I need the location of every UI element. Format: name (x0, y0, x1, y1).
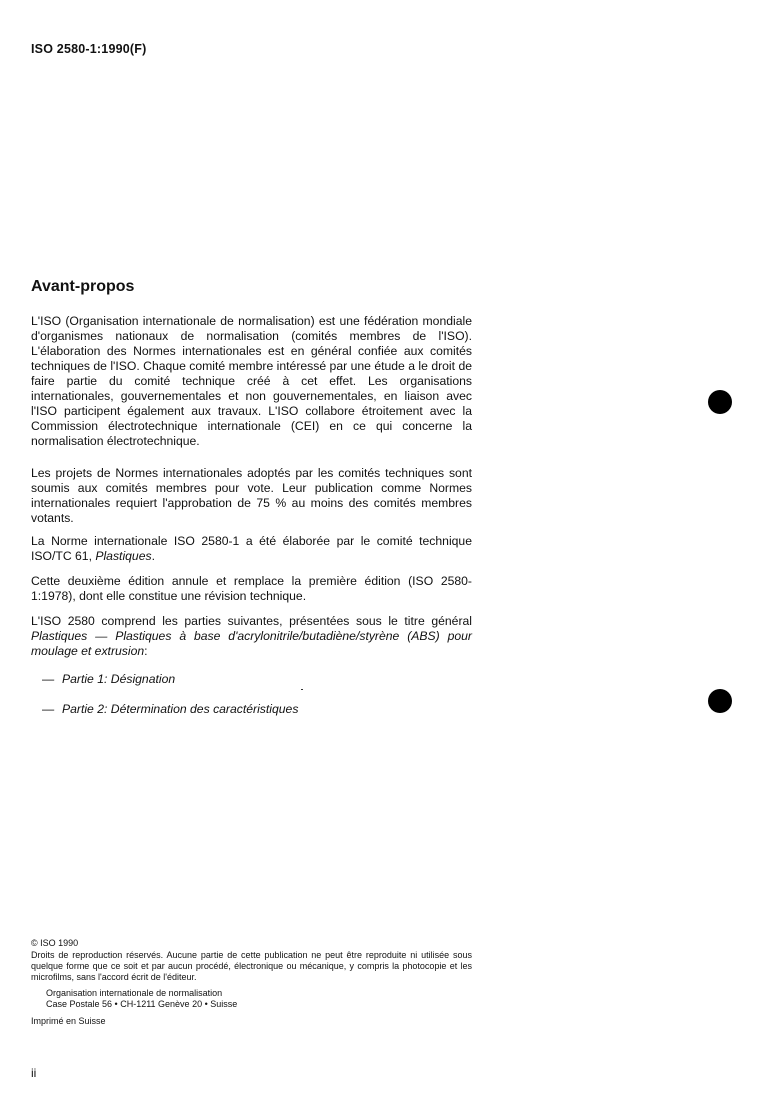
list-dash: — (42, 672, 55, 686)
printed-in: Imprimé en Suisse (31, 1016, 106, 1026)
postal-address: Case Postale 56 • CH-1211 Genève 20 • Suisse (46, 999, 238, 1009)
foreword-paragraph-2: Les projets de Normes internationales adoptés par les comités techniques sont soumis aux comités membres pour vote. Leur publication comme Normes internationales requiert l'approbation de 75 % au moins des comités membres votants. (31, 466, 472, 525)
paragraph-5-end: : (144, 644, 148, 658)
foreword-paragraph-1: L'ISO (Organisation internationale de normalisation) est une fédération mondiale d'organismes nationaux de normalisation (comités membres de l'ISO). L'élaboration des Normes internationales est en général confiée aux comités techniques de l'ISO. Chaque comité membre intéressé par une étude a le droit de faire partie du comité technique créé à cet effet. Les organisations internationales, gouvernementales et non gouvernementales, en liaison avec l'ISO participent également aux travaux. L'ISO collabore étroitement avec la Commission électrotechnique internationale (CEI) en ce qui concerne la normalisation électrotechnique. (31, 314, 472, 448)
document-id: ISO 2580-1:1990(F) (31, 42, 147, 56)
paragraph-3-text: La Norme internationale ISO 2580-1 a été élaborée par le comité technique ISO/TC 61, (31, 534, 472, 563)
organisation-name: Organisation internationale de normalisation (46, 988, 223, 998)
rights-statement: Droits de reproduction réservés. Aucune partie de cette publication ne peut être reproduite ni utilisée sous quelque forme que ce soit et par aucun procédé, électronique ou mécanique, y compris la photocopie et les microfilms, sans l'accord écrit de l'éditeur. (31, 950, 472, 983)
part-1-label: Partie 1: Désignation (62, 672, 176, 686)
list-item (42, 672, 175, 687)
page-number: ii (31, 1066, 37, 1080)
foreword-paragraph-3 (31, 534, 472, 564)
paragraph-3-end: . (151, 549, 155, 563)
scan-speck (301, 689, 303, 690)
paragraph-5-text: L'ISO 2580 comprend les parties suivantes, présentées sous le titre général (31, 614, 472, 628)
punch-hole-mark (708, 390, 732, 414)
list-dash: — (42, 702, 55, 716)
list-item (42, 702, 298, 717)
committee-name: Plastiques (95, 549, 152, 563)
copyright-notice: © ISO 1990 (31, 938, 79, 948)
foreword-paragraph-5 (31, 614, 472, 659)
part-2-label: Partie 2: Détermination des caractéristiques (62, 702, 299, 716)
general-title: Plastiques — Plastiques à base d'acrylonitrile/butadiène/styrène (ABS) pour moulage et extrusion (31, 629, 472, 658)
section-title: Avant-propos (31, 278, 135, 295)
foreword-paragraph-4: Cette deuxième édition annule et remplace la première édition (ISO 2580-1:1978), dont elle constitue une révision technique. (31, 574, 472, 603)
punch-hole-mark (708, 689, 732, 713)
